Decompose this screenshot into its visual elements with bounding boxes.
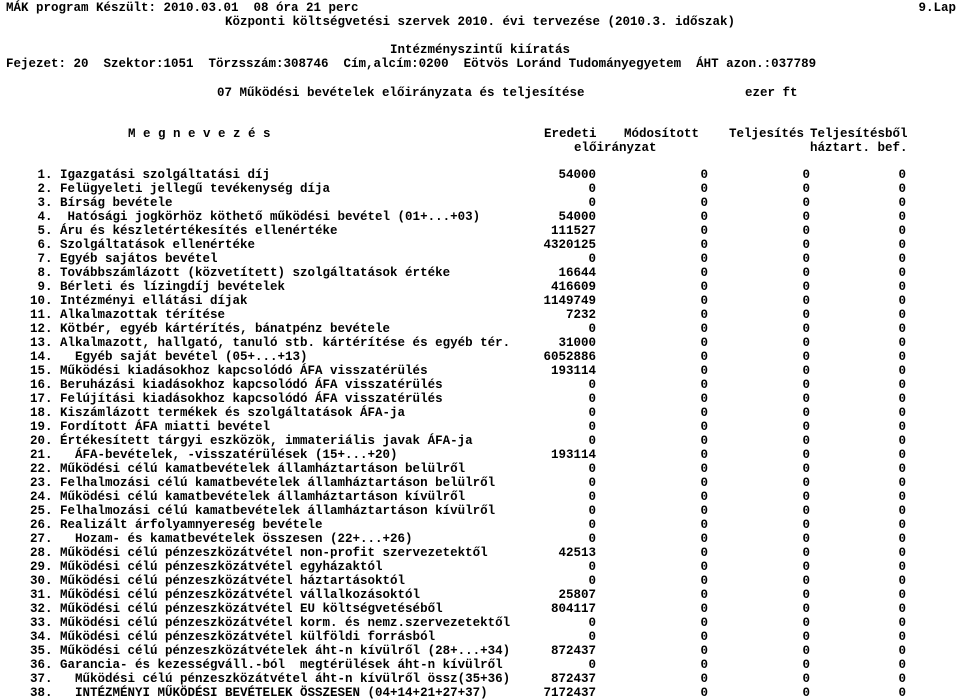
cell-eredeti: 804117 <box>550 602 596 616</box>
cell-teljesites: 0 <box>802 434 810 448</box>
cell-teljesites: 0 <box>802 686 810 700</box>
column-header-teljesites: Teljesítés <box>729 127 805 141</box>
cell-modositott: 0 <box>700 378 708 392</box>
cell-teljesites: 0 <box>802 504 810 518</box>
cell-teljesites: 0 <box>802 392 810 406</box>
cell-haztart: 0 <box>898 658 906 672</box>
cell-eredeti: 0 <box>588 504 596 518</box>
cell-haztart: 0 <box>898 364 906 378</box>
cell-eredeti: 0 <box>588 532 596 546</box>
cell-modositott: 0 <box>700 196 708 210</box>
row-label: 15. Működési kiadásokhoz kapcsolódó ÁFA visszatérülés <box>30 364 428 378</box>
row-label: 37. Működési célú pénzeszközátvétel áht-n kívülről össz(35+36) <box>30 672 511 686</box>
cell-haztart: 0 <box>898 350 906 364</box>
cell-eredeti: 31000 <box>558 336 596 350</box>
cell-modositott: 0 <box>700 210 708 224</box>
table-row <box>0 224 960 238</box>
cell-teljesites: 0 <box>802 294 810 308</box>
table-row <box>0 280 960 294</box>
cell-eredeti: 0 <box>588 490 596 504</box>
cell-haztart: 0 <box>898 574 906 588</box>
cell-haztart: 0 <box>898 322 906 336</box>
table-row <box>0 364 960 378</box>
table-row <box>0 588 960 602</box>
cell-haztart: 0 <box>898 644 906 658</box>
cell-haztart: 0 <box>898 448 906 462</box>
table-row <box>0 490 960 504</box>
cell-eredeti: 0 <box>588 462 596 476</box>
cell-modositott: 0 <box>700 574 708 588</box>
cell-teljesites: 0 <box>802 252 810 266</box>
cell-teljesites: 0 <box>802 308 810 322</box>
cell-teljesites: 0 <box>802 350 810 364</box>
cell-teljesites: 0 <box>802 280 810 294</box>
row-label: 35. Működési célú pénzeszközátvételek áht-n kívülről (28+...+34) <box>30 644 511 658</box>
row-label: 1. Igazgatási szolgáltatási díj <box>30 168 271 182</box>
cell-teljesites: 0 <box>802 490 810 504</box>
row-label: 10. Intézményi ellátási díjak <box>30 294 248 308</box>
table-row <box>0 182 960 196</box>
cell-teljesites: 0 <box>802 644 810 658</box>
row-label: 33. Működési célú pénzeszközátvétel korm. és nemz.szervezetektől <box>30 616 511 630</box>
cell-haztart: 0 <box>898 196 906 210</box>
cell-modositott: 0 <box>700 420 708 434</box>
row-label: 7. Egyéb sajátos bevétel <box>30 252 218 266</box>
cell-haztart: 0 <box>898 560 906 574</box>
cell-modositott: 0 <box>700 616 708 630</box>
table-row <box>0 196 960 210</box>
cell-modositott: 0 <box>700 476 708 490</box>
table-row <box>0 448 960 462</box>
cell-haztart: 0 <box>898 280 906 294</box>
row-label: 6. Szolgáltatások ellenértéke <box>30 238 256 252</box>
cell-modositott: 0 <box>700 322 708 336</box>
cell-modositott: 0 <box>700 350 708 364</box>
table-row <box>0 350 960 364</box>
cell-eredeti: 0 <box>588 574 596 588</box>
row-label: 2. Felügyeleti jellegű tevékenység díja <box>30 182 331 196</box>
table-row <box>0 378 960 392</box>
cell-haztart: 0 <box>898 490 906 504</box>
report-title: 07 Működési bevételek előirányzata és teljesítése <box>217 86 585 100</box>
cell-haztart: 0 <box>898 518 906 532</box>
cell-haztart: 0 <box>898 224 906 238</box>
cell-teljesites: 0 <box>802 602 810 616</box>
row-label: 21. ÁFA-bevételek, -visszatérülések (15+...+20) <box>30 448 398 462</box>
cell-modositott: 0 <box>700 280 708 294</box>
table-row <box>0 266 960 280</box>
cell-teljesites: 0 <box>802 476 810 490</box>
row-label: 20. Értékesített tárgyi eszközök, immateriális javak ÁFA-ja <box>30 434 473 448</box>
table-row <box>0 434 960 448</box>
cell-eredeti: 0 <box>588 630 596 644</box>
cell-eredeti: 111527 <box>550 224 596 238</box>
cell-eredeti: 6052886 <box>543 350 596 364</box>
table-row <box>0 518 960 532</box>
cell-haztart: 0 <box>898 294 906 308</box>
row-label: 32. Működési célú pénzeszközátvétel EU költségvetéséből <box>30 602 443 616</box>
cell-eredeti: 0 <box>588 392 596 406</box>
table-row <box>0 658 960 672</box>
cell-haztart: 0 <box>898 532 906 546</box>
cell-haztart: 0 <box>898 672 906 686</box>
row-label: 18. Kiszámlázott termékek és szolgáltatások ÁFA-ja <box>30 406 406 420</box>
table-row <box>0 462 960 476</box>
cell-teljesites: 0 <box>802 574 810 588</box>
row-label: 27. Hozam- és kamatbevételek összesen (22+...+26) <box>30 532 413 546</box>
cell-modositott: 0 <box>700 686 708 700</box>
table-row <box>0 476 960 490</box>
cell-haztart: 0 <box>898 630 906 644</box>
cell-teljesites: 0 <box>802 196 810 210</box>
cell-teljesites: 0 <box>802 168 810 182</box>
row-label: 26. Realizált árfolyamnyereség bevétele <box>30 518 323 532</box>
cell-modositott: 0 <box>700 532 708 546</box>
cell-eredeti: 193114 <box>550 364 596 378</box>
row-label: 5. Áru és készletértékesítés ellenértéke <box>30 224 338 238</box>
table-row <box>0 532 960 546</box>
table-row <box>0 504 960 518</box>
cell-modositott: 0 <box>700 560 708 574</box>
table-row <box>0 602 960 616</box>
cell-modositott: 0 <box>700 336 708 350</box>
cell-eredeti: 0 <box>588 420 596 434</box>
cell-haztart: 0 <box>898 168 906 182</box>
row-label: 13. Alkalmazott, hallgató, tanuló stb. kártérítése és egyéb tér. <box>30 336 511 350</box>
column-header-teljesitesbol: Teljesítésből <box>810 127 908 141</box>
table-row <box>0 210 960 224</box>
row-label: 19. Fordított ÁFA miatti bevétel <box>30 420 271 434</box>
cell-modositott: 0 <box>700 504 708 518</box>
row-label: 23. Felhalmozási célú kamatbevételek államháztartáson belülről <box>30 476 496 490</box>
cell-modositott: 0 <box>700 644 708 658</box>
cell-teljesites: 0 <box>802 224 810 238</box>
cell-eredeti: 16644 <box>558 266 596 280</box>
cell-teljesites: 0 <box>802 658 810 672</box>
cell-teljesites: 0 <box>802 406 810 420</box>
cell-modositott: 0 <box>700 602 708 616</box>
cell-teljesites: 0 <box>802 448 810 462</box>
table-row <box>0 630 960 644</box>
cell-eredeti: 0 <box>588 476 596 490</box>
cell-teljesites: 0 <box>802 364 810 378</box>
cell-modositott: 0 <box>700 252 708 266</box>
cell-haztart: 0 <box>898 392 906 406</box>
row-label: 8. Továbbszámlázott (közvetített) szolgáltatások értéke <box>30 266 451 280</box>
unit-label: ezer ft <box>745 86 798 100</box>
cell-eredeti: 42513 <box>558 546 596 560</box>
cell-haztart: 0 <box>898 336 906 350</box>
cell-haztart: 0 <box>898 476 906 490</box>
cell-eredeti: 4320125 <box>543 238 596 252</box>
table-row <box>0 644 960 658</box>
row-label: 14. Egyéb saját bevétel (05+...+13) <box>30 350 308 364</box>
cell-eredeti: 7172437 <box>543 686 596 700</box>
cell-modositott: 0 <box>700 308 708 322</box>
data-table <box>0 168 960 700</box>
cell-teljesites: 0 <box>802 546 810 560</box>
cell-eredeti: 1149749 <box>543 294 596 308</box>
cell-haztart: 0 <box>898 420 906 434</box>
cell-eredeti: 54000 <box>558 168 596 182</box>
row-label: 24. Működési célú kamatbevételek államháztartáson kívülről <box>30 490 466 504</box>
cell-eredeti: 872437 <box>550 672 596 686</box>
cell-teljesites: 0 <box>802 336 810 350</box>
row-label: 12. Kötbér, egyéb kártérítés, bánatpénz bevétele <box>30 322 391 336</box>
cell-haztart: 0 <box>898 686 906 700</box>
cell-haztart: 0 <box>898 266 906 280</box>
row-label: 29. Működési célú pénzeszközátvétel egyházaktól <box>30 560 383 574</box>
cell-teljesites: 0 <box>802 672 810 686</box>
row-label: 36. Garancia- és kezességváll.-ból megtérülések áht-n kívülről <box>30 658 503 672</box>
cell-teljesites: 0 <box>802 182 810 196</box>
cell-haztart: 0 <box>898 308 906 322</box>
program-info: MÁK program Készült: 2010.03.01 08 óra 21 perc <box>6 1 359 15</box>
cell-teljesites: 0 <box>802 420 810 434</box>
row-label: 34. Működési célú pénzeszközátvétel külföldi forrásból <box>30 630 436 644</box>
cell-haztart: 0 <box>898 238 906 252</box>
row-label: 25. Felhalmozási célú kamatbevételek államháztartáson kívülről <box>30 504 496 518</box>
cell-eredeti: 0 <box>588 616 596 630</box>
cell-haztart: 0 <box>898 546 906 560</box>
row-label: 9. Bérleti és lízingdíj bevételek <box>30 280 286 294</box>
cell-modositott: 0 <box>700 294 708 308</box>
cell-modositott: 0 <box>700 224 708 238</box>
column-header-megnevezes: M e g n e v e z é s <box>128 127 271 141</box>
cell-modositott: 0 <box>700 490 708 504</box>
table-row <box>0 686 960 700</box>
cell-teljesites: 0 <box>802 462 810 476</box>
cell-modositott: 0 <box>700 462 708 476</box>
cell-modositott: 0 <box>700 588 708 602</box>
row-label: 11. Alkalmazottak térítése <box>30 308 226 322</box>
cell-modositott: 0 <box>700 364 708 378</box>
cell-eredeti: 872437 <box>550 644 596 658</box>
column-header-eredeti: Eredeti <box>544 127 597 141</box>
row-label: 4. Hatósági jogkörhöz köthető működési bevétel (01+...+03) <box>30 210 481 224</box>
table-row <box>0 336 960 350</box>
table-row <box>0 546 960 560</box>
row-label: 28. Működési célú pénzeszközátvétel non-profit szervezetektől <box>30 546 488 560</box>
table-row <box>0 392 960 406</box>
cell-modositott: 0 <box>700 518 708 532</box>
row-label: 31. Működési célú pénzeszközátvétel vállalkozásoktól <box>30 588 421 602</box>
table-row <box>0 322 960 336</box>
cell-teljesites: 0 <box>802 630 810 644</box>
cell-eredeti: 0 <box>588 252 596 266</box>
cell-haztart: 0 <box>898 588 906 602</box>
cell-modositott: 0 <box>700 266 708 280</box>
cell-modositott: 0 <box>700 630 708 644</box>
table-row <box>0 308 960 322</box>
page-number: 9.Lap <box>918 1 956 15</box>
cell-eredeti: 416609 <box>550 280 596 294</box>
cell-teljesites: 0 <box>802 238 810 252</box>
table-row <box>0 168 960 182</box>
cell-haztart: 0 <box>898 616 906 630</box>
cell-teljesites: 0 <box>802 210 810 224</box>
cell-modositott: 0 <box>700 448 708 462</box>
row-label: 38. INTÉZMÉNYI MŰKÖDÉSI BEVÉTELEK ÖSSZESEN (04+14+21+27+37) <box>30 686 488 700</box>
cell-teljesites: 0 <box>802 322 810 336</box>
cell-eredeti: 0 <box>588 658 596 672</box>
cell-teljesites: 0 <box>802 616 810 630</box>
report-header-title: Központi költségvetési szervek 2010. évi tervezése (2010.3. időszak) <box>224 15 736 29</box>
cell-eredeti: 0 <box>588 322 596 336</box>
cell-haztart: 0 <box>898 210 906 224</box>
cell-eredeti: 54000 <box>558 210 596 224</box>
cell-haztart: 0 <box>898 406 906 420</box>
cell-eredeti: 0 <box>588 196 596 210</box>
cell-modositott: 0 <box>700 406 708 420</box>
cell-teljesites: 0 <box>802 560 810 574</box>
institution-info: Fejezet: 20 Szektor:1051 Törzsszám:308746 Cím,alcím:0200 Eötvös Loránd Tudományegyetem ÁHT azon.:037789 <box>6 57 817 71</box>
cell-modositott: 0 <box>700 658 708 672</box>
table-row <box>0 616 960 630</box>
cell-modositott: 0 <box>700 546 708 560</box>
column-header-eloiranyzat: előirányzat <box>574 141 657 155</box>
cell-eredeti: 0 <box>588 434 596 448</box>
row-label: 30. Működési célú pénzeszközátvétel háztartásoktól <box>30 574 406 588</box>
cell-haztart: 0 <box>898 252 906 266</box>
cell-haztart: 0 <box>898 462 906 476</box>
table-row <box>0 406 960 420</box>
cell-eredeti: 0 <box>588 406 596 420</box>
row-label: 16. Beruházási kiadásokhoz kapcsolódó ÁFA visszatérülés <box>30 378 443 392</box>
cell-haztart: 0 <box>898 602 906 616</box>
cell-eredeti: 25807 <box>558 588 596 602</box>
row-label: 3. Bírság bevétele <box>30 196 173 210</box>
row-label: 17. Felújítási kiadásokhoz kapcsolódó ÁFA visszatérülés <box>30 392 443 406</box>
cell-teljesites: 0 <box>802 518 810 532</box>
table-row <box>0 672 960 686</box>
cell-modositott: 0 <box>700 672 708 686</box>
report-subtitle: Intézményszintű kiíratás <box>389 43 571 57</box>
cell-modositott: 0 <box>700 392 708 406</box>
cell-eredeti: 0 <box>588 518 596 532</box>
table-row <box>0 294 960 308</box>
cell-haztart: 0 <box>898 504 906 518</box>
table-row <box>0 238 960 252</box>
cell-eredeti: 7232 <box>565 308 596 322</box>
cell-teljesites: 0 <box>802 588 810 602</box>
cell-haztart: 0 <box>898 182 906 196</box>
cell-modositott: 0 <box>700 434 708 448</box>
cell-modositott: 0 <box>700 238 708 252</box>
cell-eredeti: 0 <box>588 182 596 196</box>
cell-eredeti: 0 <box>588 560 596 574</box>
column-header-haztart: háztart. bef. <box>810 141 908 155</box>
column-header-modositott: Módosított <box>624 127 700 141</box>
cell-modositott: 0 <box>700 168 708 182</box>
table-row <box>0 574 960 588</box>
cell-haztart: 0 <box>898 378 906 392</box>
cell-eredeti: 0 <box>588 378 596 392</box>
table-row <box>0 420 960 434</box>
cell-teljesites: 0 <box>802 378 810 392</box>
cell-haztart: 0 <box>898 434 906 448</box>
cell-eredeti: 193114 <box>550 448 596 462</box>
table-row <box>0 560 960 574</box>
cell-teljesites: 0 <box>802 532 810 546</box>
row-label: 22. Működési célú kamatbevételek államháztartáson belülről <box>30 462 466 476</box>
table-row <box>0 252 960 266</box>
cell-teljesites: 0 <box>802 266 810 280</box>
cell-modositott: 0 <box>700 182 708 196</box>
